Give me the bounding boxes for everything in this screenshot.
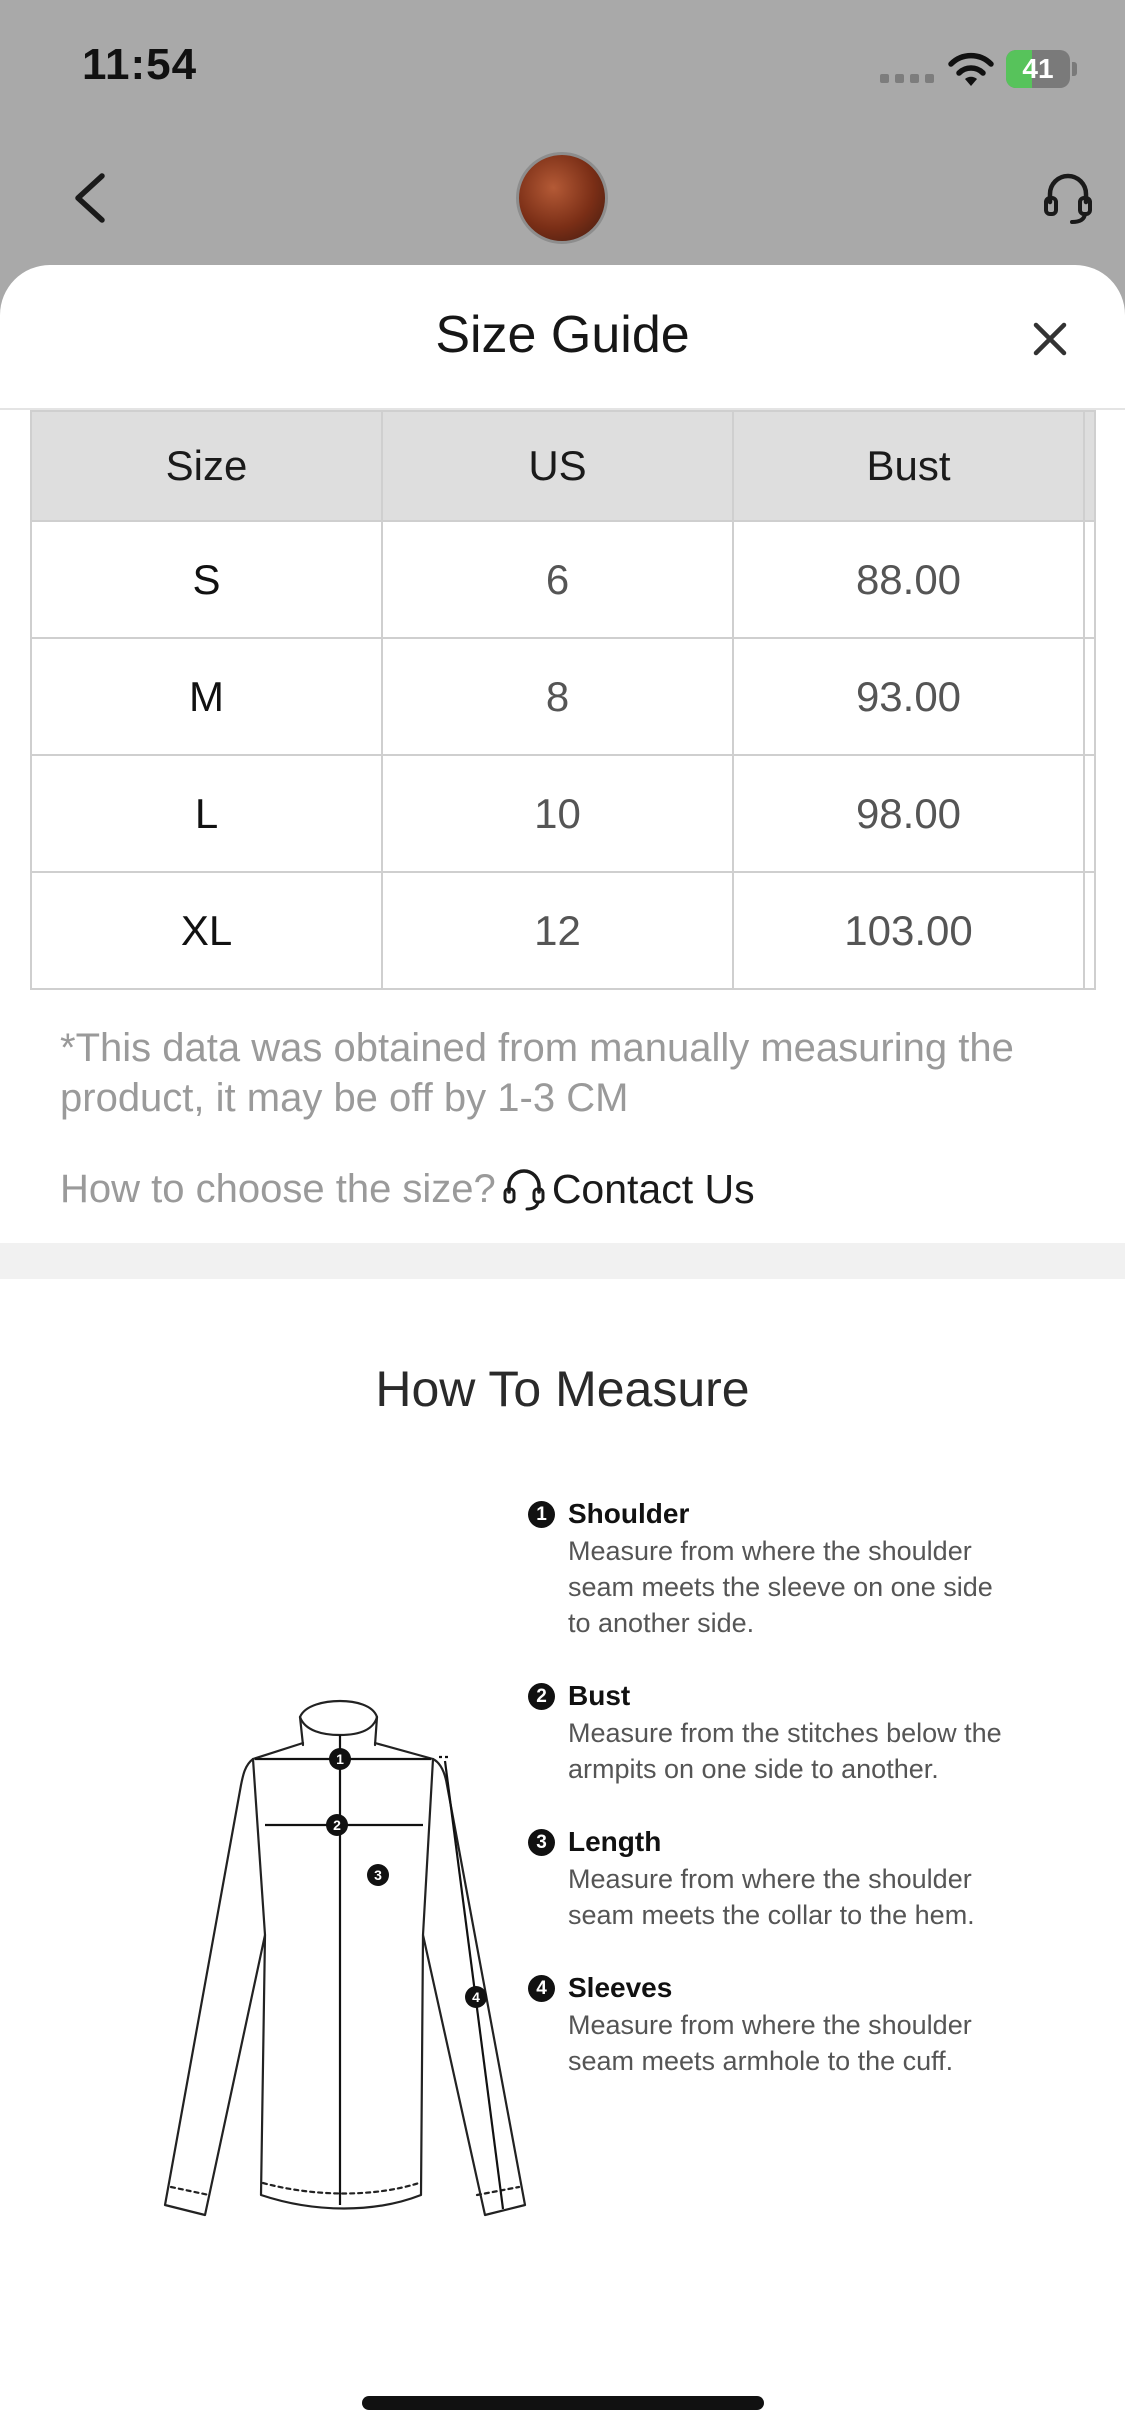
- header-size: Size: [31, 411, 382, 521]
- measure-steps: [528, 1495, 1008, 2115]
- step-name: Length: [568, 1826, 662, 1857]
- size-guide-sheet: [0, 265, 1125, 2436]
- sheet-header: [0, 265, 1125, 410]
- table-header-row: [31, 411, 1095, 521]
- size-cell: L: [31, 755, 382, 872]
- step-number: 2: [528, 1683, 555, 1710]
- bust-cell: 88.00: [733, 521, 1084, 638]
- close-icon[interactable]: [1024, 313, 1076, 365]
- svg-text:3: 3: [374, 1867, 382, 1883]
- back-icon[interactable]: [62, 168, 122, 228]
- size-cell: S: [31, 521, 382, 638]
- step-description: Measure from where the shoulder seam meets armhole to the cuff.: [568, 2010, 972, 2076]
- step-name: Shoulder: [568, 1498, 690, 1529]
- us-cell: 12: [382, 872, 733, 989]
- contact-us-link[interactable]: Contact Us: [551, 1165, 755, 1212]
- us-cell: 8: [382, 638, 733, 755]
- choose-size-question: How to choose the size?: [60, 1166, 496, 1211]
- table-row: [31, 638, 1095, 755]
- section-divider: [0, 1243, 1125, 1279]
- status-bar: [0, 0, 1125, 140]
- bust-cell: 93.00: [733, 638, 1084, 755]
- us-cell: 6: [382, 521, 733, 638]
- overflow-cell: [1084, 872, 1095, 989]
- table-row: [31, 755, 1095, 872]
- svg-text:4: 4: [472, 1989, 480, 2005]
- sweater-measure-diagram: [155, 1635, 535, 2225]
- header-bust: Bust: [733, 411, 1084, 521]
- size-cell: M: [31, 638, 382, 755]
- headset-icon[interactable]: [1042, 170, 1094, 226]
- measurement-note: *This data was obtained from manually measuring the product, it may be off by 1-3 CM: [60, 1026, 1014, 1120]
- us-cell: 10: [382, 755, 733, 872]
- sheet-title: Size Guide: [435, 306, 690, 364]
- step-number: 4: [528, 1975, 555, 2002]
- status-time: 11:54: [82, 40, 198, 89]
- table-row: [31, 521, 1095, 638]
- step-description: Measure from where the shoulder seam meets the sleeve on one side to another side.: [568, 1536, 993, 1638]
- header-us: US: [382, 411, 733, 521]
- product-avatar[interactable]: [516, 152, 608, 244]
- step-number: 3: [528, 1829, 555, 1856]
- how-to-measure-title: How To Measure: [375, 1361, 750, 1417]
- headset-icon[interactable]: [502, 1166, 546, 1212]
- overflow-cell: [1084, 521, 1095, 638]
- wifi-icon: [946, 50, 996, 90]
- overflow-cell: [1084, 755, 1095, 872]
- home-indicator[interactable]: [362, 2396, 764, 2410]
- bust-cell: 103.00: [733, 872, 1084, 989]
- battery-charging-icon: [1006, 50, 1076, 88]
- step-name: Bust: [568, 1680, 631, 1711]
- step-description: Measure from the stitches below the armpits on one side to another.: [568, 1718, 1002, 1784]
- measure-step: [528, 1969, 1008, 2079]
- svg-text:1: 1: [336, 1751, 344, 1767]
- battery-level: 41: [1022, 53, 1054, 84]
- overflow-cell: [1084, 638, 1095, 755]
- step-name: Sleeves: [568, 1972, 673, 2003]
- choose-size-row: [60, 1159, 755, 1219]
- measure-step: [528, 1823, 1008, 1933]
- header-overflow-cell: [1084, 411, 1095, 521]
- cellular-signal-icon: [880, 74, 936, 84]
- step-number: 1: [528, 1501, 555, 1528]
- table-row: [31, 872, 1095, 989]
- step-description: Measure from where the shoulder seam meets the collar to the hem.: [568, 1864, 975, 1930]
- bust-cell: 98.00: [733, 755, 1084, 872]
- size-table: [30, 410, 1096, 990]
- measure-step: [528, 1495, 1008, 1641]
- measure-step: [528, 1677, 1008, 1787]
- size-cell: XL: [31, 872, 382, 989]
- svg-text:2: 2: [333, 1817, 341, 1833]
